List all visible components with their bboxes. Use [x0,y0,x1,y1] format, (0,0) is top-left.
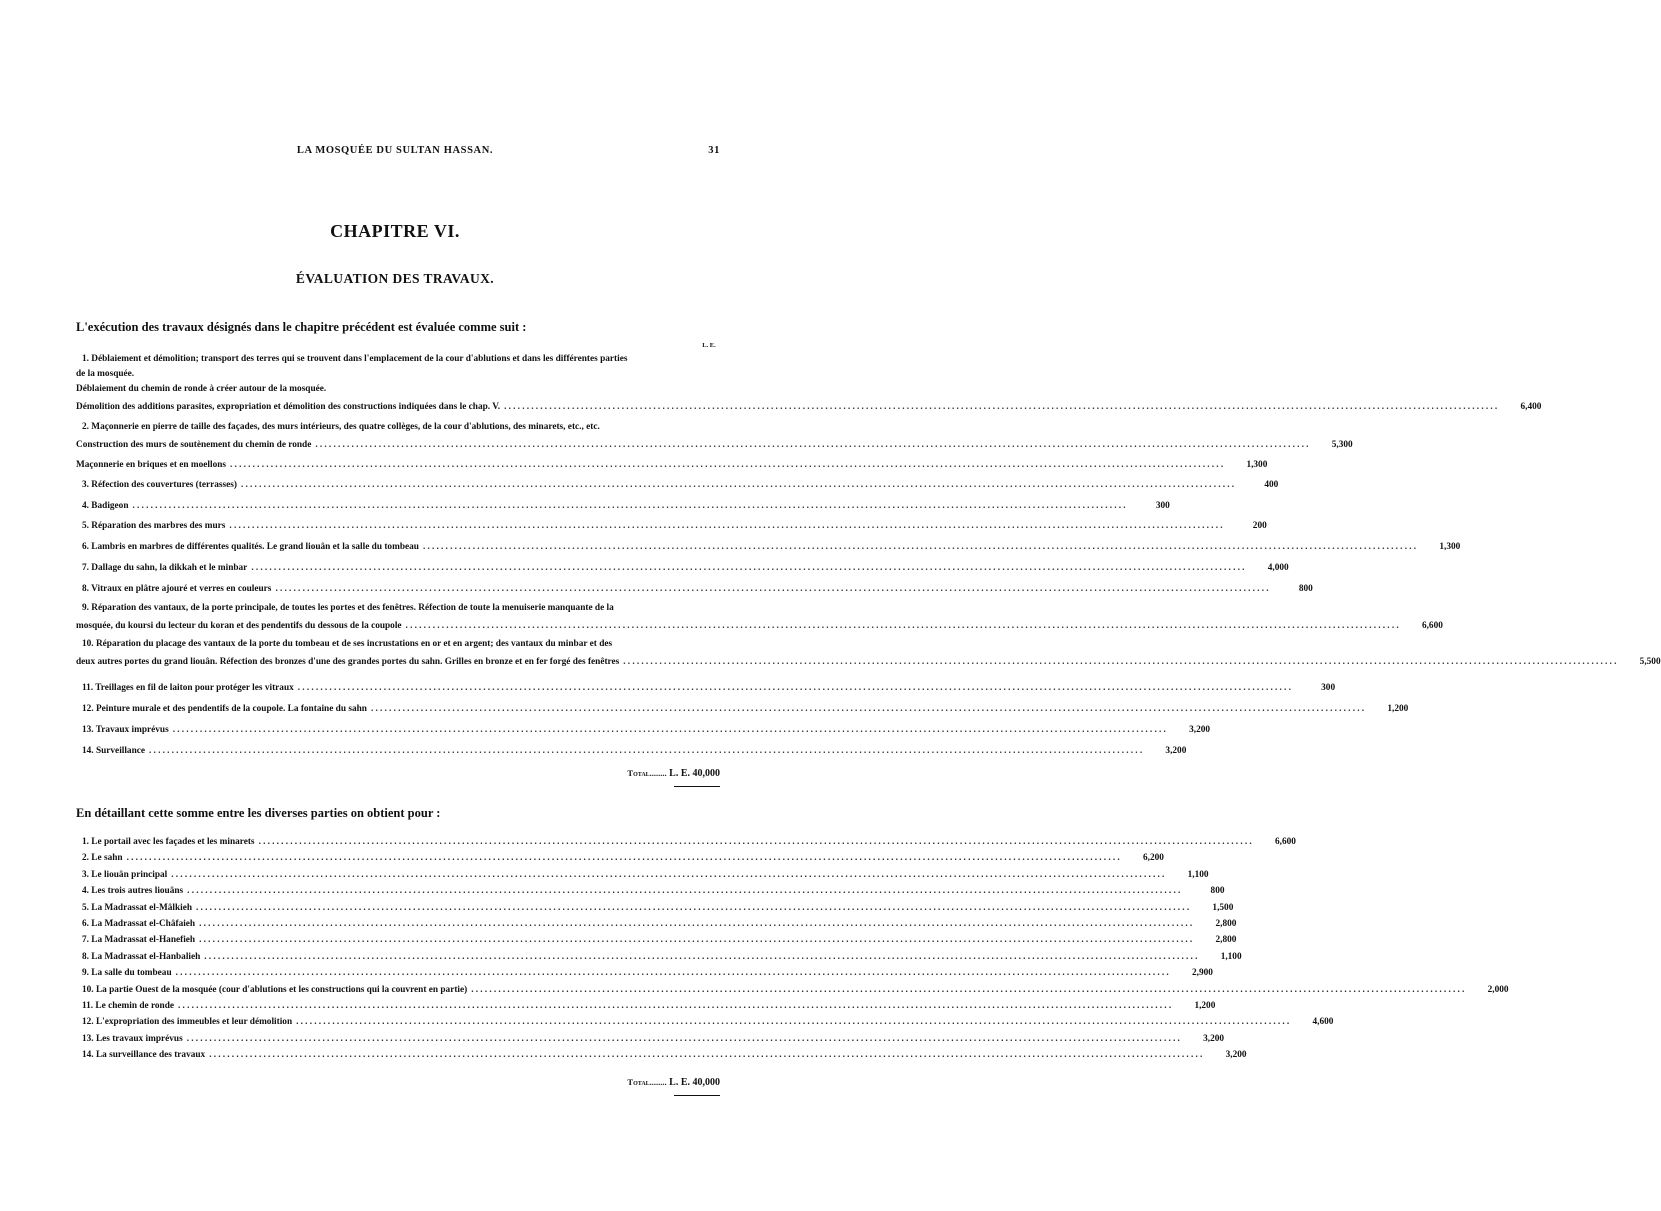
item-value: 3,200 [1203,1033,1225,1044]
dot-leader: ............................................................................................................................................................................................................................ [230,460,1226,470]
breakdown-item [76,883,1225,899]
estimate-item [76,420,1353,456]
dot-leader: ............................................................................................................................................................................................................................ [187,886,1183,897]
item-value: 1,200 [1194,1000,1216,1011]
item-value: 6,600 [1421,621,1443,631]
item-text: 8. Vitraux en plâtre ajouré et verres en couleurs [82,584,272,594]
estimate-item [76,741,1187,762]
item-value: 4,000 [1267,563,1289,573]
item-value: 300 [1321,683,1336,693]
item-text: Construction des murs de soutènement du chemin de ronde [76,440,312,450]
item-text: mosquée, du koursi du lecteur du koran et des pendentifs du dessous de la coupole [76,621,402,631]
item-text: 4. Badigeon [82,501,129,511]
item-value: 1,300 [1439,542,1461,552]
section-title: ÉVALUATION DES TRAVAUX. [295,271,495,286]
item-label: 9. La salle du tombeau [82,968,172,979]
dot-leader: ............................................................................................................................................................................................................................ [178,1000,1174,1011]
item-value: 400 [1264,480,1279,490]
item-value: 200 [1252,521,1267,531]
item-text: 6. Lambris en marbres de différentes qualités. Le grand liouân et la salle du tombeau [82,542,419,552]
estimate-item [76,558,1289,579]
item-text: Maçonnerie en briques et en moellons [76,460,227,470]
item-text: 5. Réparation des marbres des murs [82,521,226,531]
running-title: LA MOSQUÉE DU SULTAN HASSAN. [296,145,494,156]
item-text: 9. Réparation des vantaux, de la porte principale, de toutes les portes et des fenêtres. Réfection de toute la menuiserie manquante de la [82,603,614,613]
item-text: 13. Travaux imprévus [82,725,169,735]
item-value: 6,200 [1142,853,1164,864]
dot-leader: ............................................................................................................................................................................................................................ [275,584,1271,594]
dot-leader: ............................................................................................................................................................................................................................ [172,725,1169,735]
breakdown-item [76,932,1237,948]
breakdown-item [76,998,1216,1014]
dot-leader: ............................................................................................................................................................................................................................ [126,853,1122,864]
running-head [0,145,790,161]
total-rule [674,1095,720,1096]
estimate-item [76,496,1170,517]
breakdown-item [76,834,1296,850]
dot-leader: ............................................................................................................................................................................................................................ [315,440,1311,450]
item-label: 6. La Madrassat el-Châfaieh [82,918,196,929]
item-text: 7. Dallage du sahn, la dikkah et le minbar [82,563,248,573]
item-value: 1,300 [1246,460,1268,470]
dot-leader: ............................................................................................................................................................................................................................ [171,869,1167,880]
item-text: de la mosquée. [76,369,135,379]
item-text: Déblaiement du chemin de ronde à créer autour de la mosquée. [76,384,327,394]
breakdown-item [76,965,1213,981]
total-value: L. E. 40,000 [669,768,720,779]
dot-leader: ............................................................................................................................................................................................................................ [258,837,1254,847]
estimate-item [76,455,1268,476]
item-text: Démolition des additions parasites, expropriation et démolition des constructions indiquées dans le chap. V. [76,402,501,412]
item-value: 800 [1210,886,1225,897]
chapter-title: CHAPITRE VI. [330,221,460,241]
breakdown-item [76,1014,1334,1030]
dot-leader: ............................................................................................................................................................................................................................ [204,951,1200,962]
estimate-item [76,699,1409,720]
item-label: 8. La Madrassat el-Hanbalieh [82,951,201,962]
item-value: 2,800 [1215,935,1237,946]
breakdown-total [560,1077,720,1093]
item-value: 2,800 [1215,918,1237,929]
dot-leader: ............................................................................................................................................................................................................................ [199,935,1195,946]
dot-leader: ............................................................................................................................................................................................................................ [251,563,1247,573]
item-text: 14. Surveillance [82,746,146,756]
item-label: 13. Les travaux imprévus [82,1033,183,1044]
page-number: 31 [708,145,720,156]
item-value: 1,100 [1187,869,1209,880]
estimate-item [76,720,1211,741]
item-text: 11. Treillages en fil de laiton pour protéger les vitraux [82,683,294,693]
item-value: 3,200 [1189,725,1211,735]
dot-leader: ............................................................................................................................................................................................................................ [471,984,1467,995]
item-value: 4,600 [1312,1017,1334,1028]
item-label: 7. La Madrassat el-Hanefieh [82,935,196,946]
item-value: 3,200 [1225,1050,1247,1061]
item-label: 14. La surveillance des travaux [82,1050,206,1061]
breakdown-list [76,834,1509,1063]
dot-leader: ............................................................................................................................................................................................................................ [370,704,1367,714]
item-value: 1,100 [1220,951,1242,962]
item-value: 5,300 [1331,440,1353,450]
item-value: 300 [1155,501,1170,511]
dot-leader: ............................................................................................................................................................................................................................ [240,480,1237,490]
item-text: deux autres portes du grand liouân. Réfection des bronzes d'une des grandes portes du sahn. Grilles en bronze et en fer forgé des fenêtres [76,657,620,667]
item-text: 12. Peinture murale et des pendentifs de la coupole. La fontaine du sahn [82,704,367,714]
dot-leader: ............................................................................................................................................................................................................................ [297,683,1294,693]
item-value: 2,900 [1192,968,1213,979]
item-value: 6,600 [1274,837,1296,847]
dot-leader: ............................................................................................................................................................................................................................ [132,501,1128,511]
estimate-item [76,475,1279,496]
breakdown-item [76,900,1234,916]
currency-heading: L. E. [702,342,716,349]
item-value: 1,500 [1212,902,1234,913]
item-value: 2,000 [1487,984,1509,995]
intro-paragraph: L'exécution des travaux désignés dans le chapitre précédent est évaluée comme suit : [76,320,527,334]
item-value: 6,400 [1520,402,1542,412]
dot-leader: ............................................................................................................................................................................................................................ [199,918,1195,929]
estimate-total [560,768,720,784]
estimate-item [76,579,1313,600]
breakdown-item [76,916,1237,932]
item-text: 1. Déblaiement et démolition; transport des terres qui se trouvent dans l'emplacement de la cour d'ablutions et dans les différentes parties [82,354,628,364]
item-value: 800 [1298,584,1313,594]
estimate-item [76,352,1542,418]
dot-leader: ............................................................................................................................................................................................................................ [422,542,1419,552]
breakdown-item [76,949,1242,965]
dot-leader: ............................................................................................................................................................................................................................ [229,521,1225,531]
estimate-item [76,678,1336,699]
item-label: 11. Le chemin de ronde [82,1000,175,1011]
total-rule [674,786,720,787]
breakdown-item [76,867,1209,883]
dot-leader: ............................................................................................................................................................................................................................ [405,621,1401,631]
total-label: Total........ [627,1077,667,1087]
dot-leader: ............................................................................................................................................................................................................................ [623,657,1619,667]
item-value: 3,200 [1165,746,1187,756]
item-label: 12. L'expropriation des immeubles et leur démolition [82,1017,293,1028]
breakdown-item [76,1031,1225,1047]
item-text: 10. Réparation du placage des vantaux de la porte du tombeau et de ses incrustations en or et en argent; des vantaux du minbar et des [82,639,613,649]
item-text: 3. Réfection des couvertures (terrasses) [82,480,237,490]
dot-leader: ............................................................................................................................................................................................................................ [149,746,1145,756]
item-text: 2. Maçonnerie en pierre de taille des façades, des murs intérieurs, des quatre collèges, de la cour d'ablutions, des minarets, etc., etc. [82,422,600,432]
breakdown-item [76,850,1164,866]
estimate-item [76,516,1267,537]
breakdown-item [76,1047,1247,1063]
item-value: 1,200 [1387,704,1409,714]
item-label: 4. Les trois autres liouâns [82,886,184,897]
dot-leader: ............................................................................................................................................................................................................................ [186,1033,1183,1044]
item-label: 3. Le liouân principal [82,869,168,880]
item-label: 2. Le sahn [82,853,123,864]
item-label: 10. La partie Ouest de la mosquée (cour d'ablutions et les constructions qui la couvrent en partie) [82,984,468,995]
dot-leader: ............................................................................................................................................................................................................................ [504,402,1500,412]
dot-leader: ............................................................................................................................................................................................................................ [175,968,1171,979]
dot-leader: ............................................................................................................................................................................................................................ [296,1017,1292,1028]
total-label: Total........ [627,768,667,778]
dot-leader: ............................................................................................................................................................................................................................ [196,902,1192,913]
item-label: 1. Le portail avec les façades et les minarets [82,837,255,847]
total-value: L. E. 40,000 [669,1077,720,1088]
estimate-item [76,637,1661,673]
breakdown-intro: En détaillant cette somme entre les diverses parties on obtient pour : [76,806,441,820]
item-value: 5,500 [1639,657,1661,667]
item-label: 5. La Madrassat el-Mâlkieh [82,902,193,913]
estimate-item [76,601,1443,637]
dot-leader: ............................................................................................................................................................................................................................ [209,1050,1205,1061]
breakdown-item [76,982,1509,998]
estimate-item [76,537,1461,558]
